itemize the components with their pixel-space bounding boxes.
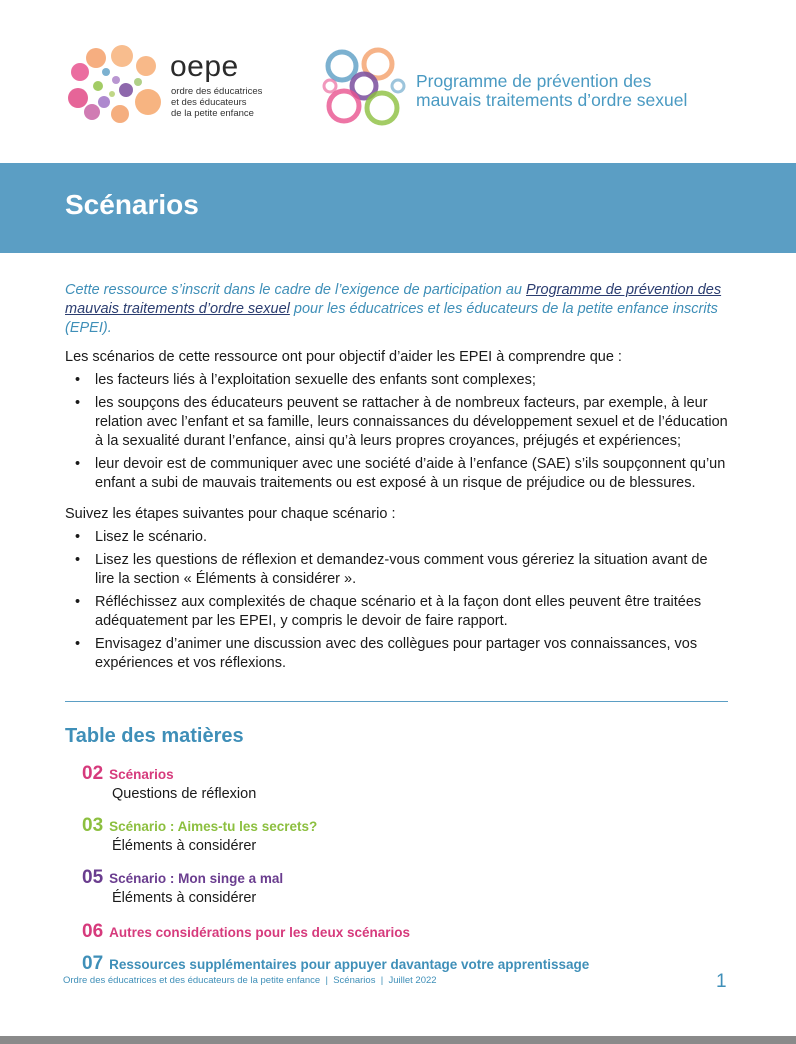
list-item-text: leur devoir est de communiquer avec une société d’aide à l’enfance (SAE) s’ils soupçonnent qu’un enfant a subi de mauvais traitements ou est exposé à un risque de préjudice ou de blessures. [95,456,726,491]
list-item [65,371,728,390]
toc-entry[interactable] [82,763,722,803]
program-title-line: mauvais traitements d’ordre sexuel [416,90,688,110]
steps-list [65,528,728,673]
toc-label: Scénario : Mon singe a mal [109,871,284,886]
toc-subitem: Éléments à considérer [112,890,257,906]
toc-label: Autres considérations pour les deux scénarios [109,925,410,940]
list-item [65,394,728,451]
toc-page-number: 05 [82,867,104,888]
toc-page-number: 03 [82,815,104,836]
oepe-subtitle [171,86,262,119]
toc-label: Ressources supplémentaires pour appuyer davantage votre apprentissage [109,957,590,972]
list-item [65,528,728,547]
toc-page-number: 06 [82,921,104,942]
list-item-text: les facteurs liés à l’exploitation sexuelle des enfants sont complexes; [95,372,536,388]
intro-text: pour les éducatrices et les éducateurs de la petite enfance inscrits (EPEI). [65,301,718,336]
list-item-text: Réfléchissez aux complexités de chaque scénario et à la façon dont elles peuvent être traitées adéquatement par les EPEI, y compris le devoir de faire rapport. [95,594,702,629]
program-logo-icon [322,46,406,128]
section-divider [65,701,728,702]
bullet-icon: • [75,395,81,411]
main-content [65,281,728,685]
toc-title: Table des matières [65,725,244,747]
bullet-icon: • [75,372,81,388]
toc-subitem: Éléments à considérer [112,838,257,854]
list-item-text: Lisez le scénario. [95,529,208,545]
bullet-icon: • [75,552,81,568]
toc-entry[interactable] [82,867,722,907]
list-item [65,455,728,493]
toc-label: Scénarios [109,767,174,782]
toc-entry[interactable] [82,953,722,975]
objectives-lead: Les scénarios de cette ressource ont pour objectif d’aider les EPEI à comprendre que : [65,349,622,365]
bullet-icon: • [75,529,81,545]
toc-entry[interactable] [82,815,722,855]
title-banner [0,163,796,253]
oepe-logo-icon [68,44,168,126]
oepe-subtitle-line: de la petite enfance [171,108,254,119]
list-item [65,593,728,631]
oepe-subtitle-line: ordre des éducatrices [171,86,263,97]
toc-page-number: 07 [82,953,104,974]
page-number: 1 [716,971,727,992]
bullet-icon: • [75,594,81,610]
list-item-text: Envisagez d’animer une discussion avec des collègues pour partager vos connaissances, vos expériences et vos réflexions. [95,636,698,671]
list-item [65,551,728,589]
oepe-subtitle-line: et des éducateurs [171,97,247,108]
page-footer: Ordre des éducatrices et des éducateurs de la petite enfance | Scénarios | Juillet 2022 [63,975,437,986]
bottom-edge-bar [0,1036,796,1044]
toc-subitem: Questions de réflexion [112,786,257,802]
oepe-wordmark: oepe [170,50,239,83]
page-title: Scénarios [65,189,199,220]
intro-text: Cette ressource s’inscrit dans le cadre de l’exigence de participation au [65,282,527,298]
list-item-text: Lisez les questions de réflexion et demandez-vous comment vous géreriez la situation avant de lire la section « Éléments à considérer ». [95,552,708,587]
toc-label: Scénario : Aimes-tu les secrets? [109,819,318,834]
intro-paragraph [65,281,728,338]
program-title-line: Programme de prévention des [416,71,652,91]
page-header [0,0,796,160]
objectives-list [65,371,728,493]
list-item [65,635,728,673]
steps-lead: Suivez les étapes suivantes pour chaque scénario : [65,506,396,522]
bullet-icon: • [75,456,81,472]
program-link[interactable]: Programme de prévention des mauvais traitements d’ordre sexuel [65,282,722,317]
list-item-text: les soupçons des éducateurs peuvent se rattacher à de nombreux facteurs, par exemple, à leur relation avec l’enfant et sa famille, leurs connaissances du développement sexuel et de l’éducation à la sexualité durant l’enfance, ainsi qu’à leurs propres croyances, préjugés et expériences; [95,395,728,449]
table-of-contents [82,763,722,975]
program-title [416,72,687,110]
bullet-icon: • [75,636,81,652]
toc-page-number: 02 [82,763,104,784]
toc-entry[interactable] [82,921,722,943]
